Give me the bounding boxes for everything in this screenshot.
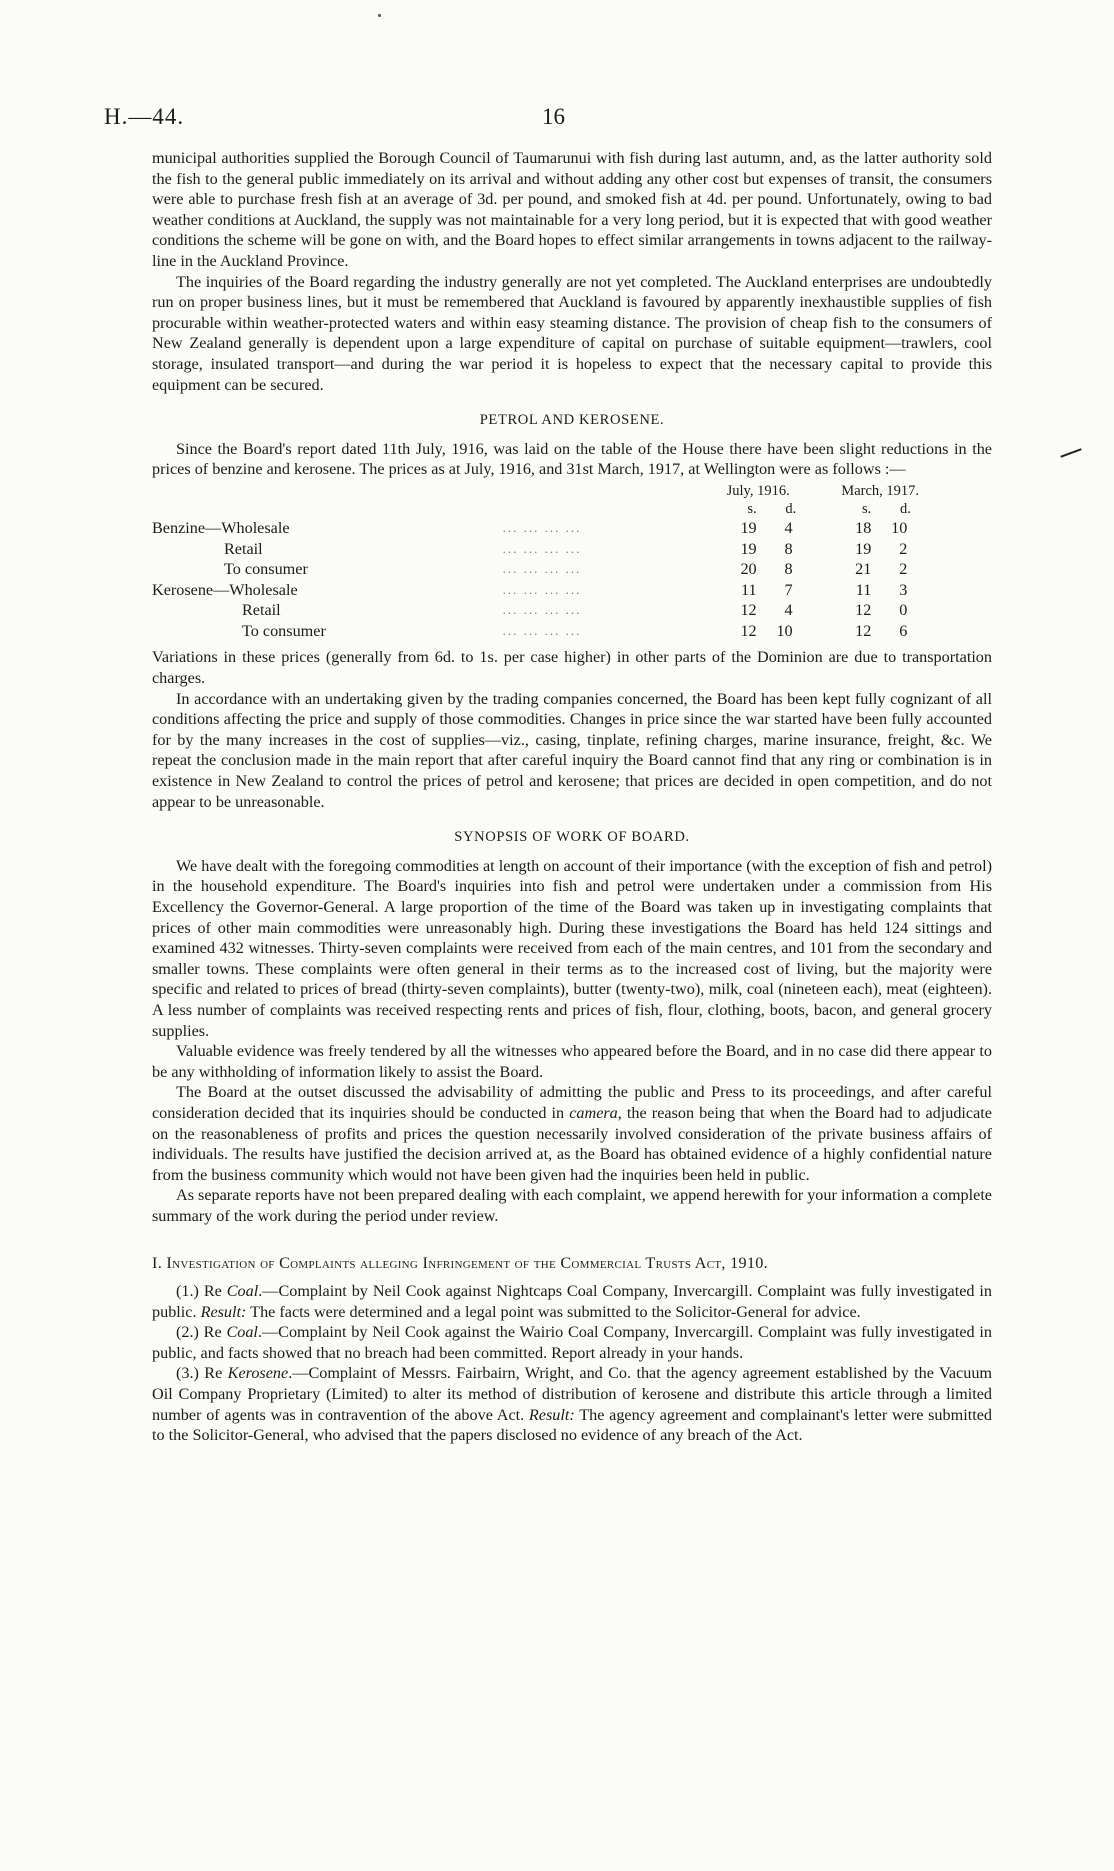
column-header-july-1916: July, 1916. — [726, 482, 790, 499]
dot-leader: ... ... ... ... — [502, 602, 582, 618]
row-label: To consumer — [242, 621, 326, 640]
row-label: Kerosene—Wholesale — [152, 580, 298, 599]
pence-value: 8 — [784, 539, 793, 558]
camera-italic: camera — [569, 1103, 618, 1122]
complaint-result-text: The agency agreement and complainant's letter were submitted to the Solicitor-General, who advised that the papers disclosed no evidence of any breach of the Act. — [152, 1405, 992, 1445]
petrol-intro-paragraph: Since the Board's report dated 11th July, 1916, was laid on the table of the House there have been slight reductions in the prices of benzine and kerosene. The prices as at July, 1916, and 31st March, 1917, at Wellington were as follows :— — [152, 439, 992, 479]
complaint-number: (2.) Re — [176, 1323, 227, 1342]
complaint-number: (3.) Re — [176, 1364, 228, 1383]
result-label: Result: — [200, 1302, 247, 1321]
table-row — [152, 600, 992, 621]
dot-leader: ... ... ... ... — [502, 561, 582, 577]
pence-value: 7 — [784, 580, 793, 599]
complaint-item — [152, 1363, 992, 1445]
camera-text-after: , the reason being that when the Board had to adjudicate on the reasonableness of profits and prices the question necessarily involved consideration of the private business affairs of individuals. The results have justified the decision arrived at, as the Board has obtained evidence of a highly confidential nature from the business community which would not have been given had the inquiries been held in public. — [152, 1103, 992, 1184]
pence-value: 3 — [899, 580, 908, 599]
value-march-1917 — [841, 621, 992, 642]
pence-value: 4 — [784, 518, 793, 537]
complaint-number: (1.) Re — [176, 1282, 227, 1301]
shillings-value: 12 — [855, 601, 872, 620]
result-label: Result: — [528, 1405, 575, 1424]
row-label: Retail — [242, 601, 281, 620]
unit-shillings: s. — [862, 500, 872, 517]
intro-paragraph: The inquiries of the Board regarding the industry generally are not yet completed. The Auckland enterprises are undoubtedly run on proper business lines, but it must be remembered that Auckland is favoured by apparently inexhaustible supplies of fish procurable within weather-protected waters and within easy steaming distance. The provision of cheap fish to the consumers of New Zealand generally is dependent upon a large expenditure of capital on purchase of suitable equipment—trawlers, cool storage, insulated transport—and during the war period it is hopeless to expect that the necessary capital to provide this equipment can be secured. — [152, 272, 992, 394]
value-march-1917 — [841, 600, 992, 621]
complaint-text: .—Complaint by Neil Cook against the Wairio Coal Company, Invercargill. Complaint was fully investigated in public, and facts showed that no breach had been committed. Report already in your hands. — [152, 1323, 992, 1362]
page-number: 16 — [542, 104, 565, 129]
complaint-subject: Coal — [226, 1282, 259, 1301]
pence-value: 10 — [891, 518, 908, 537]
pence-value: 4 — [784, 601, 793, 620]
shillings-value: 12 — [855, 621, 872, 640]
complaint-item — [152, 1322, 992, 1363]
price-table-body — [152, 518, 992, 642]
pence-value: 2 — [899, 539, 908, 558]
dot-leader: ... ... ... ... — [502, 519, 582, 535]
synopsis-paragraph: Valuable evidence was freely tendered by all the witnesses who appeared before the Board, and in no case did there appear to be any withholding of information likely to assist the Board. — [152, 1042, 992, 1081]
dot-leader: ... ... ... ... — [502, 622, 582, 638]
section-heading-complaints: I. Investigation of Complaints alleging Infringement of the Commercial Trusts Act, 1910. — [152, 1253, 769, 1272]
pence-value: 0 — [899, 601, 908, 620]
complaint-subject: Coal — [226, 1323, 258, 1342]
shillings-value: 19 — [855, 539, 872, 558]
dot-leader: ... ... ... ... — [502, 540, 582, 556]
shillings-value: 11 — [741, 580, 757, 599]
shillings-value: 19 — [740, 518, 757, 537]
complaint-text: .—Complaint by Neil Cook against Nightcaps Coal Company, Invercargill. Complaint was fully investigated in public. — [152, 1282, 992, 1321]
scan-speck — [378, 14, 381, 17]
pence-value: 8 — [784, 560, 793, 579]
value-march-1917 — [841, 539, 992, 560]
value-march-1917 — [841, 559, 992, 580]
table-header-row — [152, 482, 992, 500]
shillings-value: 19 — [740, 539, 757, 558]
synopsis-closing-paragraph: As separate reports have not been prepared dealing with each complaint, we append herewith for your information a complete summary of the work during the period under review. — [152, 1186, 992, 1225]
body-text — [152, 148, 992, 1446]
value-july-1916 — [727, 559, 842, 580]
shillings-value: 11 — [855, 580, 872, 599]
shillings-value: 12 — [740, 621, 757, 640]
value-july-1916 — [727, 621, 842, 642]
unit-pence: d. — [785, 500, 797, 517]
pence-value: 2 — [899, 560, 908, 579]
complaint-list — [152, 1281, 992, 1446]
shillings-value: 20 — [740, 560, 757, 579]
complaint-text: .—Complaint of Messrs. Fairbairn, Wright, and Co. that the agency agreement established by the Vacuum Oil Company Proprietary (Limited) to alter its method of distribution of kerosene and distribute this article through a limited number of agents was in contravention of the above Act. — [152, 1364, 992, 1424]
value-march-1917 — [841, 518, 992, 539]
synopsis-paragraph: We have dealt with the foregoing commodities at length on account of their importance (with the exception of fish and petrol) in the household expenditure. The Board's inquiries into fish and petrol were undertaken under a commission from His Excellency the Governor-General. A large proportion of the time of the Board was taken up in investigating complaints that prices of other main commodities were unreasonably high. During these investigations the Board has held 124 sittings and examined 432 witnesses. Thirty-seven complaints were received from each of the main centres, and 101 from the secondary and smaller towns. These complaints were often general in their terms as to the increased cost of living, but the majority were specific and related to prices of bread (thirty-seven complaints), butter (twenty-two), milk, coal (nineteen each), meat (eighteen). A less number of complaints was received respecting rents and prices of fish, flour, clothing, boots, bacon, and general grocery supplies. — [152, 856, 992, 1040]
margin-mark — [1060, 448, 1081, 457]
value-march-1917 — [841, 580, 992, 601]
value-july-1916 — [727, 539, 842, 560]
intro-paragraph: municipal authorities supplied the Borough Council of Taumarunui with fish during last autumn, and, as the latter authority sold the fish to the general public immediately on its arrival and without adding any other cost but expenses of transit, the consumers were able to purchase fresh fish at an average of 3d. per pound, and smoked fish at 4d. per pound. Unfortunately, owing to bad weather conditions at Auckland, the supply was not maintainable for a very long period, but it is expected that with good weather conditions the scheme will be gone on with, and the Board hopes to effect similar arrangements in towns adjacent to the railway-line in the Auckland Province. — [152, 149, 992, 270]
row-label: Benzine—Wholesale — [152, 518, 290, 537]
shillings-value: 18 — [855, 518, 872, 537]
table-row — [152, 539, 992, 560]
price-table — [152, 482, 992, 642]
row-label: Retail — [224, 539, 263, 558]
table-row — [152, 621, 992, 642]
table-row — [152, 580, 992, 601]
page-header — [104, 104, 1010, 134]
row-label: To consumer — [224, 560, 308, 579]
value-july-1916 — [727, 518, 842, 539]
petrol-paragraph: In accordance with an undertaking given by the trading companies concerned, the Board has been kept fully cognizant of all conditions affecting the price and supply of those commodities. Changes in price since the war started have been fully accounted for by the many increases in the cost of supplies—viz., casing, tinplate, refining charges, marine insurance, freight, &c. We repeat the conclusion made in the main report that after careful inquiry the Board cannot find that any ring or combination is in existence in New Zealand to control the prices of petrol and kerosene; that prices are decided in open competition, and do not appear to be unreasonable. — [152, 689, 992, 811]
petrol-paragraph: Variations in these prices (generally from 6d. to 1s. per case higher) in other parts of the Dominion are due to transportation charges. — [152, 648, 992, 688]
pence-value: 10 — [776, 621, 793, 640]
table-unit-row — [152, 500, 992, 518]
section-heading-synopsis: SYNOPSIS OF WORK OF BOARD. — [454, 829, 690, 846]
shillings-value: 12 — [740, 601, 757, 620]
table-row — [152, 518, 992, 539]
complaint-result-text: The facts were determined and a legal point was submitted to the Solicitor-General for advice. — [246, 1302, 861, 1321]
section-heading-petrol: PETROL AND KEROSENE. — [479, 412, 665, 429]
column-header-march-1917: March, 1917. — [841, 482, 920, 499]
camera-paragraph — [152, 1082, 992, 1185]
complaint-subject: Kerosene — [227, 1364, 289, 1383]
unit-pence: d. — [900, 500, 911, 517]
unit-shillings: s. — [747, 500, 757, 517]
complaint-item — [152, 1281, 992, 1322]
pence-value: 6 — [899, 621, 908, 640]
value-july-1916 — [727, 600, 842, 621]
table-row — [152, 559, 992, 580]
camera-text-before: The Board at the outset discussed the advisability of admitting the public and Press to its proceedings, and after careful consideration decided that its inquiries should be conducted in — [152, 1083, 992, 1122]
document-code: H.—44. — [104, 104, 185, 129]
dot-leader: ... ... ... ... — [502, 581, 582, 597]
value-july-1916 — [727, 580, 842, 601]
shillings-value: 21 — [855, 560, 872, 579]
